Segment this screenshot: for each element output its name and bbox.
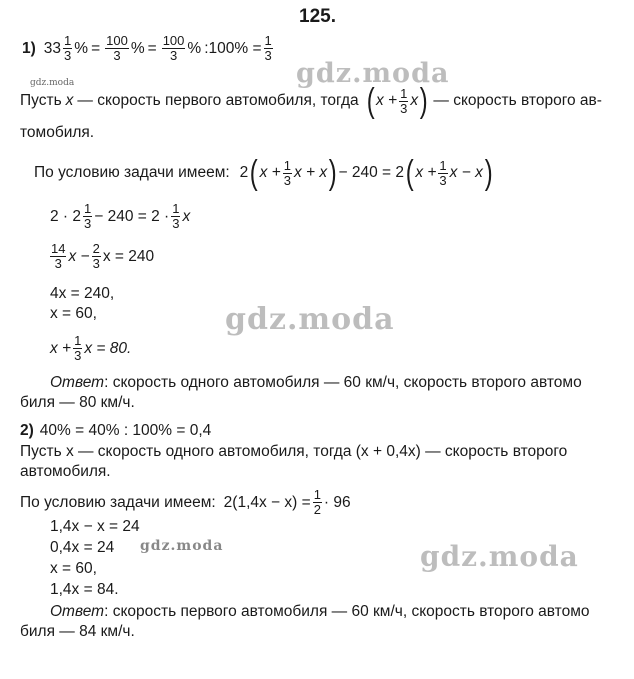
expr: x + — [415, 164, 437, 181]
watermark-bottom: gdz.moda — [420, 540, 579, 573]
watermark-small-mid: gdz.moda — [140, 538, 224, 554]
fraction: $\frac{1}{3}$ — [64, 33, 72, 63]
fraction: $\frac{100}{3}$ — [162, 33, 185, 63]
part1-let-line-cont: томобиля. — [20, 124, 95, 141]
part2-answer — [50, 603, 590, 621]
fraction: $\frac{1}{3}$ — [264, 33, 272, 63]
fraction: $\frac{1}{3}$ — [400, 85, 408, 116]
watermark-top: gdz.moda — [296, 58, 450, 89]
fraction: $\frac{1}{3}$ — [84, 201, 92, 231]
answer-text: : скорость одного автомобиля — 60 км/ч, скорость второго автомо — [104, 374, 582, 391]
part2-step2: 0,4x = 24 — [50, 539, 115, 556]
expr: x − — [68, 247, 90, 265]
expr: x + x — [293, 164, 328, 181]
fraction: $\frac{2}{3}$ — [92, 241, 100, 271]
expr: − 240 = 2 · — [94, 207, 170, 225]
watermark-small-top: gdz.moda — [30, 78, 75, 88]
part2-label: 2) — [20, 422, 34, 439]
text: — скорость первого автомобиля, тогда — [77, 92, 359, 109]
expr: x = 240 — [102, 247, 155, 265]
answer-label: Ответ — [50, 374, 105, 391]
fraction: $\frac{1}{2}$ — [313, 487, 321, 517]
fraction: $\frac{100}{3}$ — [106, 33, 128, 63]
page-number: 125. — [299, 6, 336, 27]
answer-text: : скорость первого автомобиля — 60 км/ч, скорость второго автомо — [104, 603, 590, 620]
expr: 40% = 40% : 100% = 0,4 — [39, 422, 212, 439]
part2-step3: x = 60, — [50, 560, 97, 577]
expr: x − x — [449, 164, 483, 181]
paren-right: ) — [328, 154, 337, 192]
percent-sign: % — [74, 39, 89, 57]
part1-answer — [50, 374, 582, 392]
percent-sign: % — [187, 39, 202, 57]
watermark-middle: gdz.moda — [225, 302, 395, 337]
part2-percent-equation — [20, 422, 211, 440]
expr: · 96 — [323, 493, 351, 511]
percent-sign: % — [130, 39, 145, 57]
fraction: $\frac{1}{3}$ — [283, 157, 291, 188]
expr: 2 · 2 — [50, 207, 82, 225]
expr: x — [182, 207, 191, 225]
var-x: x — [65, 92, 74, 109]
part1-step1 — [50, 202, 190, 231]
fraction: $\frac{1}{3}$ — [439, 157, 447, 188]
paren-right: ) — [484, 154, 493, 192]
paren-left: ( — [249, 154, 258, 192]
part1-step3: 4x = 240, — [50, 285, 115, 302]
part1-step2 — [48, 242, 154, 271]
equals: = — [91, 39, 101, 57]
p1-a-whole: 33 — [43, 39, 62, 57]
part2-step4: 1,4x = 84. — [50, 581, 119, 598]
paren-right: ) — [419, 82, 428, 120]
equals: = — [147, 39, 157, 57]
expr: x = 80. — [84, 339, 132, 357]
paren-left: ( — [405, 154, 414, 192]
fraction: $\frac{1}{3}$ — [172, 201, 180, 231]
expr: 2(1,4x − x) = — [223, 493, 311, 511]
expr: 2 — [239, 164, 249, 181]
part1-answer-cont: биля — 80 км/ч. — [20, 394, 135, 411]
text: По условию задачи имеем: — [34, 164, 230, 181]
divide-text: :100% = — [204, 39, 262, 57]
part1-step4: x = 60, — [50, 305, 97, 322]
part1-step5 — [50, 334, 131, 363]
text: По условию задачи имеем: — [20, 493, 216, 511]
part1-percent-equation — [22, 34, 275, 63]
text: Пусть — [20, 92, 62, 109]
text: — скорость второго ав- — [433, 92, 602, 109]
part2-let-line-cont: автомобиля. — [20, 463, 111, 480]
paren-left: ( — [366, 82, 375, 120]
expr: x + — [50, 339, 72, 357]
expr: x + — [259, 164, 281, 181]
part2-step1: 1,4x − x = 24 — [50, 518, 140, 535]
expr: − 240 = 2 — [338, 164, 404, 181]
expr: x + — [375, 92, 398, 109]
expr: x — [410, 92, 419, 109]
part1-condition — [34, 154, 494, 192]
part1-label: 1) — [22, 39, 36, 57]
fraction: $\frac{14}{3}$ — [51, 241, 66, 271]
part2-condition — [20, 488, 351, 517]
answer-label: Ответ — [50, 603, 105, 620]
part2-let-line: Пусть x — скорость одного автомобиля, тогда (x + 0,4x) — скорость второго — [20, 443, 568, 460]
part2-answer-cont: биля — 84 км/ч. — [20, 623, 135, 640]
fraction: $\frac{1}{3}$ — [74, 333, 82, 363]
